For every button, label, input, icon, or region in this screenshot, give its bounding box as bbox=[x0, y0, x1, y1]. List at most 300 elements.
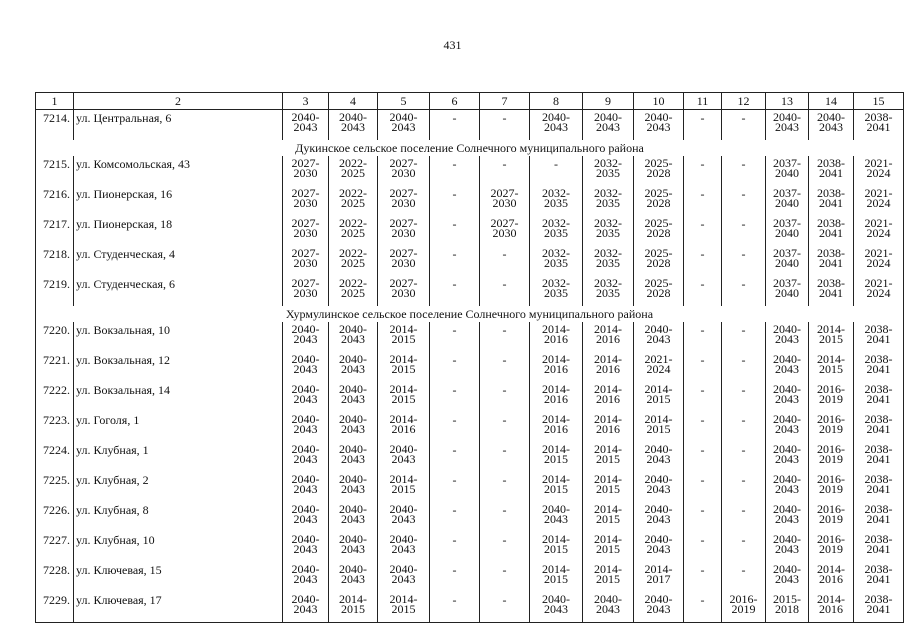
period-cell bbox=[329, 276, 378, 306]
row-number: 7225. bbox=[36, 472, 74, 502]
period-value: 2040- 2043 bbox=[291, 442, 320, 466]
table-row bbox=[36, 502, 904, 532]
period-cell bbox=[634, 382, 684, 412]
column-header: 4 bbox=[329, 93, 378, 110]
period-value: 2038- 2041 bbox=[864, 502, 893, 526]
period-cell bbox=[530, 276, 583, 306]
period-cell bbox=[480, 412, 530, 442]
column-header: 9 bbox=[583, 93, 634, 110]
period-value: 2032- 2035 bbox=[542, 246, 570, 270]
period-cell bbox=[283, 276, 329, 306]
period-cell bbox=[583, 276, 634, 306]
period-cell bbox=[329, 110, 378, 141]
period-cell bbox=[329, 156, 378, 186]
table-row bbox=[36, 186, 904, 216]
period-value: 2040- 2043 bbox=[291, 382, 320, 406]
row-number: 7218. bbox=[36, 246, 74, 276]
period-cell bbox=[809, 442, 854, 472]
period-cell bbox=[809, 216, 854, 246]
period-cell bbox=[583, 322, 634, 352]
period-value: 2014- 2015 bbox=[594, 442, 622, 466]
period-cell bbox=[283, 246, 329, 276]
period-cell bbox=[329, 532, 378, 562]
period-cell bbox=[283, 186, 329, 216]
period-cell bbox=[378, 412, 430, 442]
period-value: 2040- 2043 bbox=[644, 472, 673, 496]
period-value: 2025- 2028 bbox=[644, 246, 673, 270]
period-cell bbox=[684, 276, 722, 306]
period-cell bbox=[809, 502, 854, 532]
period-value: - bbox=[452, 157, 457, 171]
period-cell bbox=[684, 186, 722, 216]
period-cell bbox=[430, 412, 480, 442]
row-number: 7216. bbox=[36, 186, 74, 216]
period-cell bbox=[583, 216, 634, 246]
period-value: 2021- 2024 bbox=[864, 186, 893, 210]
period-cell bbox=[430, 592, 480, 623]
period-cell bbox=[722, 592, 766, 623]
period-cell bbox=[378, 472, 430, 502]
period-cell bbox=[722, 502, 766, 532]
period-value: 2016- 2019 bbox=[817, 412, 845, 436]
row-number: 7217. bbox=[36, 216, 74, 246]
period-cell bbox=[378, 562, 430, 592]
address-cell: ул. Клубная, 1 bbox=[74, 442, 283, 472]
period-value: - bbox=[700, 503, 705, 517]
period-cell bbox=[378, 276, 430, 306]
row-number: 7224. bbox=[36, 442, 74, 472]
period-value: 2014- 2015 bbox=[389, 592, 418, 616]
period-value: 2038- 2041 bbox=[864, 110, 893, 134]
period-cell bbox=[722, 216, 766, 246]
address-cell: ул. Пионерская, 18 bbox=[74, 216, 283, 246]
period-value: 2040- 2043 bbox=[339, 532, 367, 556]
period-cell bbox=[329, 412, 378, 442]
period-cell bbox=[283, 532, 329, 562]
period-value: 2040- 2043 bbox=[389, 502, 418, 526]
period-value: 2016- 2019 bbox=[817, 382, 845, 406]
address-cell: ул. Вокзальная, 10 bbox=[74, 322, 283, 352]
period-cell bbox=[530, 562, 583, 592]
period-value: 2040- 2043 bbox=[291, 502, 320, 526]
period-value: 2032- 2035 bbox=[594, 246, 622, 270]
period-value: - bbox=[452, 247, 457, 261]
period-value: 2040- 2043 bbox=[339, 322, 367, 346]
period-cell bbox=[854, 592, 904, 623]
period-cell bbox=[480, 532, 530, 562]
period-value: - bbox=[741, 323, 746, 337]
period-cell bbox=[684, 246, 722, 276]
period-cell bbox=[378, 246, 430, 276]
period-value: 2040- 2043 bbox=[542, 502, 570, 526]
period-cell bbox=[530, 592, 583, 623]
period-cell bbox=[283, 352, 329, 382]
period-cell bbox=[480, 322, 530, 352]
period-cell bbox=[530, 442, 583, 472]
period-cell bbox=[378, 532, 430, 562]
period-value: 2037- 2040 bbox=[773, 186, 801, 210]
period-cell bbox=[283, 412, 329, 442]
period-cell bbox=[378, 352, 430, 382]
period-value: - bbox=[502, 563, 507, 577]
period-cell bbox=[722, 110, 766, 141]
period-value: 2038- 2041 bbox=[864, 472, 893, 496]
period-cell bbox=[430, 382, 480, 412]
period-value: 2040- 2043 bbox=[339, 442, 367, 466]
period-value: - bbox=[700, 413, 705, 427]
period-value: 2040- 2043 bbox=[773, 412, 801, 436]
period-value: 2038- 2041 bbox=[864, 352, 893, 376]
period-value: 2021- 2024 bbox=[644, 352, 673, 376]
period-value: - bbox=[452, 217, 457, 231]
period-cell bbox=[378, 592, 430, 623]
period-cell bbox=[430, 562, 480, 592]
period-cell bbox=[766, 532, 809, 562]
table-row bbox=[36, 246, 904, 276]
period-value: - bbox=[452, 563, 457, 577]
period-cell bbox=[634, 352, 684, 382]
period-value: 2014- 2016 bbox=[817, 592, 845, 616]
period-value: - bbox=[502, 413, 507, 427]
period-cell bbox=[430, 502, 480, 532]
row-number: 7227. bbox=[36, 532, 74, 562]
period-value: - bbox=[700, 443, 705, 457]
period-value: 2014- 2015 bbox=[389, 322, 418, 346]
period-cell bbox=[530, 156, 583, 186]
period-value: 2040- 2043 bbox=[594, 110, 622, 134]
period-cell bbox=[766, 502, 809, 532]
period-value: - bbox=[741, 533, 746, 547]
period-cell bbox=[854, 246, 904, 276]
period-cell bbox=[480, 156, 530, 186]
period-value: - bbox=[700, 593, 705, 607]
period-value: 2014- 2016 bbox=[594, 352, 622, 376]
period-cell bbox=[430, 186, 480, 216]
period-value: 2038- 2041 bbox=[864, 532, 893, 556]
period-cell bbox=[766, 562, 809, 592]
period-cell bbox=[809, 532, 854, 562]
period-cell bbox=[634, 276, 684, 306]
period-value: - bbox=[700, 217, 705, 231]
period-cell bbox=[530, 216, 583, 246]
period-cell bbox=[329, 216, 378, 246]
address-cell: ул. Клубная, 2 bbox=[74, 472, 283, 502]
period-cell bbox=[722, 412, 766, 442]
period-value: 2040- 2043 bbox=[339, 502, 367, 526]
row-number: 7214. bbox=[36, 110, 74, 141]
period-cell bbox=[583, 412, 634, 442]
period-cell bbox=[854, 382, 904, 412]
period-cell bbox=[854, 502, 904, 532]
period-value: - bbox=[502, 277, 507, 291]
address-cell: ул. Клубная, 10 bbox=[74, 532, 283, 562]
period-value: - bbox=[502, 593, 507, 607]
period-value: 2014- 2015 bbox=[542, 472, 570, 496]
period-cell bbox=[809, 412, 854, 442]
period-cell bbox=[378, 502, 430, 532]
period-value: 2040- 2043 bbox=[773, 382, 801, 406]
period-cell bbox=[430, 216, 480, 246]
period-cell bbox=[854, 412, 904, 442]
column-header: 1 bbox=[36, 93, 74, 110]
period-value: - bbox=[554, 157, 558, 171]
period-cell bbox=[430, 322, 480, 352]
period-cell bbox=[583, 592, 634, 623]
period-cell bbox=[809, 472, 854, 502]
period-value: 2014- 2016 bbox=[542, 412, 570, 436]
period-cell bbox=[283, 110, 329, 141]
period-cell bbox=[480, 110, 530, 141]
period-value: 2021- 2024 bbox=[864, 246, 893, 270]
period-value: 2040- 2043 bbox=[773, 352, 801, 376]
period-value: 2040- 2043 bbox=[644, 532, 673, 556]
period-cell bbox=[583, 562, 634, 592]
period-cell bbox=[530, 110, 583, 141]
period-cell bbox=[809, 186, 854, 216]
period-value: - bbox=[452, 593, 457, 607]
period-cell bbox=[722, 382, 766, 412]
period-cell bbox=[329, 442, 378, 472]
period-value: 2014- 2016 bbox=[594, 382, 622, 406]
period-value: 2027- 2030 bbox=[389, 186, 418, 210]
period-cell bbox=[583, 246, 634, 276]
period-value: 2032- 2035 bbox=[542, 186, 570, 210]
column-header: 6 bbox=[430, 93, 480, 110]
period-cell bbox=[634, 532, 684, 562]
period-cell bbox=[583, 156, 634, 186]
period-value: 2027- 2030 bbox=[291, 216, 320, 240]
period-cell bbox=[854, 562, 904, 592]
address-cell: ул. Комсомольская, 43 bbox=[74, 156, 283, 186]
table-row bbox=[36, 110, 904, 141]
period-cell bbox=[283, 502, 329, 532]
period-cell bbox=[809, 382, 854, 412]
address-cell: ул. Гоголя, 1 bbox=[74, 412, 283, 442]
period-value: 2022- 2025 bbox=[339, 186, 367, 210]
period-value: 2014- 2015 bbox=[594, 502, 622, 526]
data-table bbox=[35, 92, 904, 623]
period-cell bbox=[684, 110, 722, 141]
period-cell bbox=[283, 382, 329, 412]
period-value: 2038- 2041 bbox=[817, 156, 845, 180]
period-value: 2014- 2016 bbox=[542, 352, 570, 376]
period-cell bbox=[722, 276, 766, 306]
period-value: 2014- 2015 bbox=[644, 412, 673, 436]
period-cell bbox=[378, 216, 430, 246]
period-value: 2014- 2015 bbox=[542, 442, 570, 466]
period-cell bbox=[766, 216, 809, 246]
period-value: 2037- 2040 bbox=[773, 216, 801, 240]
period-cell bbox=[480, 216, 530, 246]
period-cell bbox=[530, 472, 583, 502]
period-cell bbox=[809, 322, 854, 352]
period-value: 2040- 2043 bbox=[389, 562, 418, 586]
period-value: 2027- 2030 bbox=[291, 246, 320, 270]
period-cell bbox=[430, 472, 480, 502]
period-value: 2040- 2043 bbox=[339, 382, 367, 406]
period-value: - bbox=[452, 353, 457, 367]
period-value: 2040- 2043 bbox=[291, 472, 320, 496]
period-value: 2014- 2015 bbox=[594, 472, 622, 496]
period-cell bbox=[854, 472, 904, 502]
period-value: 2040- 2043 bbox=[773, 562, 801, 586]
period-value: 2040- 2043 bbox=[291, 592, 320, 616]
period-value: - bbox=[700, 323, 705, 337]
period-value: - bbox=[741, 157, 746, 171]
period-value: - bbox=[502, 353, 507, 367]
table-row bbox=[36, 216, 904, 246]
period-value: 2027- 2030 bbox=[389, 156, 418, 180]
period-value: 2014- 2015 bbox=[594, 562, 622, 586]
period-cell bbox=[809, 592, 854, 623]
period-value: - bbox=[452, 533, 457, 547]
period-value: 2038- 2041 bbox=[864, 592, 893, 616]
period-value: 2040- 2043 bbox=[594, 592, 622, 616]
table-row bbox=[36, 592, 904, 623]
period-value: 2032- 2035 bbox=[542, 216, 570, 240]
period-cell bbox=[378, 156, 430, 186]
period-cell bbox=[283, 442, 329, 472]
table-row bbox=[36, 156, 904, 186]
period-cell bbox=[480, 562, 530, 592]
period-cell bbox=[283, 216, 329, 246]
period-value: 2040- 2043 bbox=[389, 442, 418, 466]
period-cell bbox=[634, 186, 684, 216]
period-value: - bbox=[741, 473, 746, 487]
column-header: 15 bbox=[854, 93, 904, 110]
period-value: 2032- 2035 bbox=[594, 156, 622, 180]
period-cell bbox=[684, 216, 722, 246]
period-cell bbox=[583, 442, 634, 472]
period-cell bbox=[722, 352, 766, 382]
period-value: 2032- 2035 bbox=[542, 276, 570, 300]
period-value: 2016- 2019 bbox=[817, 472, 845, 496]
period-value: - bbox=[502, 443, 507, 457]
period-value: - bbox=[741, 563, 746, 577]
period-cell bbox=[634, 442, 684, 472]
column-header: 13 bbox=[766, 93, 809, 110]
table-row bbox=[36, 276, 904, 306]
period-value: 2014- 2016 bbox=[594, 412, 622, 436]
period-cell bbox=[530, 186, 583, 216]
period-value: - bbox=[741, 353, 746, 367]
address-cell: ул. Клубная, 8 bbox=[74, 502, 283, 532]
section-heading-row bbox=[36, 140, 904, 156]
period-cell bbox=[854, 156, 904, 186]
period-cell bbox=[684, 322, 722, 352]
period-cell bbox=[329, 382, 378, 412]
period-cell bbox=[722, 322, 766, 352]
row-number: 7223. bbox=[36, 412, 74, 442]
period-value: - bbox=[700, 111, 705, 125]
period-value: 2014- 2015 bbox=[817, 322, 845, 346]
period-value: - bbox=[741, 111, 746, 125]
column-header: 8 bbox=[530, 93, 583, 110]
period-cell bbox=[329, 322, 378, 352]
period-value: 2025- 2028 bbox=[644, 216, 673, 240]
table-header-row bbox=[36, 93, 904, 110]
table-row bbox=[36, 442, 904, 472]
period-cell bbox=[634, 216, 684, 246]
period-value: 2040- 2043 bbox=[339, 110, 367, 134]
period-cell bbox=[378, 382, 430, 412]
period-cell bbox=[684, 412, 722, 442]
period-cell bbox=[766, 186, 809, 216]
period-value: 2022- 2025 bbox=[339, 216, 367, 240]
period-cell bbox=[634, 156, 684, 186]
period-cell bbox=[329, 246, 378, 276]
period-cell bbox=[854, 442, 904, 472]
period-value: 2038- 2041 bbox=[817, 186, 845, 210]
period-cell bbox=[283, 592, 329, 623]
period-cell bbox=[329, 352, 378, 382]
period-value: 2040- 2043 bbox=[339, 352, 367, 376]
period-cell bbox=[583, 472, 634, 502]
period-value: 2014- 2016 bbox=[594, 322, 622, 346]
period-value: - bbox=[741, 413, 746, 427]
period-value: 2014- 2016 bbox=[389, 412, 418, 436]
period-cell bbox=[480, 276, 530, 306]
period-value: - bbox=[700, 157, 705, 171]
address-cell: ул. Студенческая, 6 bbox=[74, 276, 283, 306]
period-value: 2016- 2019 bbox=[729, 592, 758, 616]
row-number: 7222. bbox=[36, 382, 74, 412]
period-value: 2014- 2015 bbox=[389, 352, 418, 376]
period-value: 2014- 2016 bbox=[542, 382, 570, 406]
column-header: 10 bbox=[634, 93, 684, 110]
period-value: 2025- 2028 bbox=[644, 186, 673, 210]
period-cell bbox=[530, 246, 583, 276]
period-value: 2040- 2043 bbox=[644, 592, 673, 616]
period-value: 2040- 2043 bbox=[773, 322, 801, 346]
period-value: - bbox=[700, 533, 705, 547]
period-cell bbox=[766, 322, 809, 352]
period-value: 2014- 2015 bbox=[542, 562, 570, 586]
table-row bbox=[36, 382, 904, 412]
period-value: 2040- 2043 bbox=[644, 110, 673, 134]
table-row bbox=[36, 532, 904, 562]
period-value: 2014- 2016 bbox=[817, 562, 845, 586]
period-value: 2040- 2043 bbox=[773, 532, 801, 556]
period-value: 2040- 2043 bbox=[291, 110, 320, 134]
period-cell bbox=[634, 110, 684, 141]
period-value: 2016- 2019 bbox=[817, 532, 845, 556]
row-number: 7221. bbox=[36, 352, 74, 382]
period-cell bbox=[766, 472, 809, 502]
address-cell: ул. Ключевая, 15 bbox=[74, 562, 283, 592]
period-value: - bbox=[700, 353, 705, 367]
period-cell bbox=[530, 352, 583, 382]
period-cell bbox=[684, 502, 722, 532]
period-cell bbox=[854, 110, 904, 141]
period-cell bbox=[430, 352, 480, 382]
period-value: 2040- 2043 bbox=[389, 110, 418, 134]
address-cell: ул. Вокзальная, 12 bbox=[74, 352, 283, 382]
period-value: 2037- 2040 bbox=[773, 156, 801, 180]
period-cell bbox=[809, 156, 854, 186]
period-value: 2040- 2043 bbox=[339, 472, 367, 496]
period-value: - bbox=[502, 503, 507, 517]
address-cell: ул. Ключевая, 17 bbox=[74, 592, 283, 623]
period-cell bbox=[430, 156, 480, 186]
period-value: 2015- 2018 bbox=[773, 592, 801, 616]
period-cell bbox=[329, 186, 378, 216]
period-value: 2014- 2015 bbox=[389, 382, 418, 406]
period-cell bbox=[809, 276, 854, 306]
period-cell bbox=[329, 592, 378, 623]
period-value: 2027- 2030 bbox=[389, 216, 418, 240]
period-value: 2040- 2043 bbox=[773, 502, 801, 526]
